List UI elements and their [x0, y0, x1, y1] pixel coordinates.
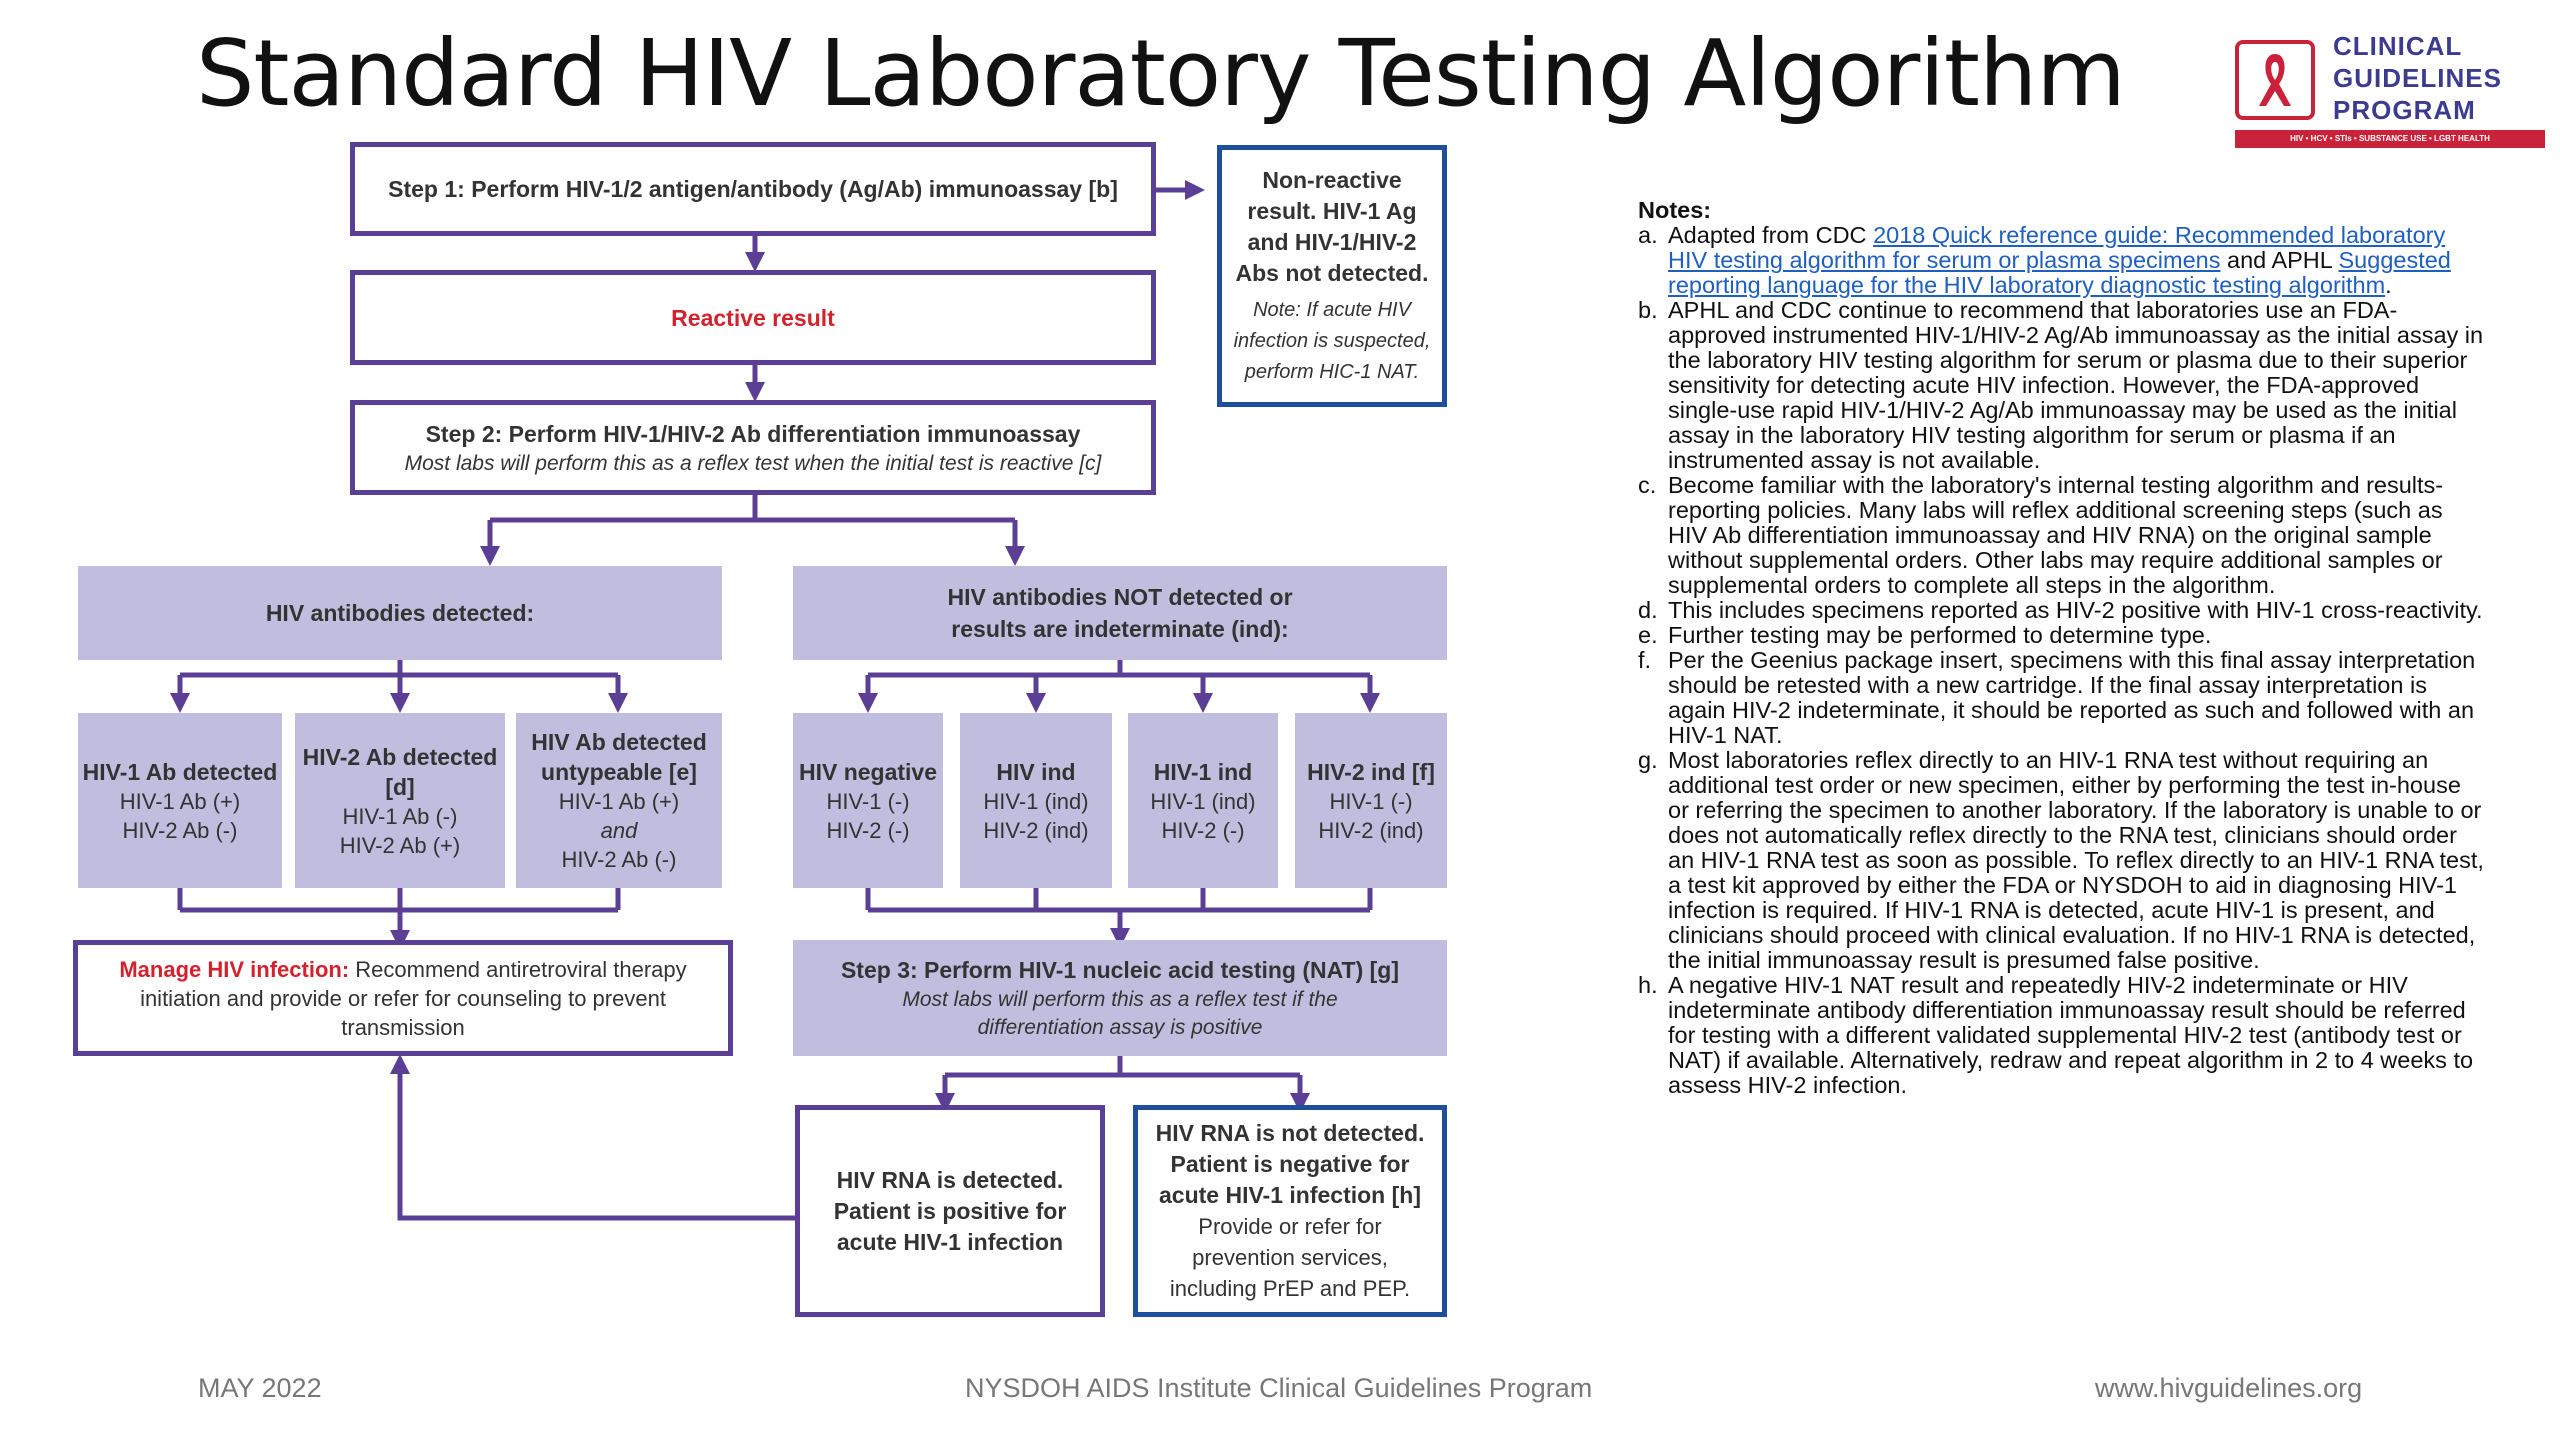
footer-program: NYSDOH AIDS Institute Clinical Guidelines Program — [965, 1373, 1593, 1403]
rna-not-detected-box: HIV RNA is not detected. Patient is negative for acute HIV-1 infection [h] Provide or refer for prevention services, including PrEP and PEP. — [1133, 1105, 1447, 1317]
note-d: d. This includes specimens reported as HIV-2 positive with HIV-1 cross-reactivity. — [1638, 597, 2483, 623]
logo-tagline: HIV • HCV • STIs • SUBSTANCE USE • LGBT HEALTH — [2235, 130, 2545, 148]
note-a: a. Adapted from CDC 2018 Quick reference guide: Recommended laboratory HIV testing algorithm for serum or plasma specimens and APHL Suggested reporting language for the HIV laboratory diagnostic testing algorithm. — [1638, 222, 2451, 298]
cell-hiv-negative: HIV negative HIV-1 (-) HIV-2 (-) — [793, 713, 943, 888]
cell-hiv1-ab-detected: HIV-1 Ab detected HIV-1 Ab (+) HIV-2 Ab (-) — [78, 713, 282, 888]
step1-box — [350, 142, 1156, 236]
cell-hiv-ind: HIV ind HIV-1 (ind) HIV-2 (ind) — [960, 713, 1112, 888]
cell-hiv2-ab-detected: HIV-2 Ab detected [d] HIV-1 Ab (-) HIV-2 Ab (+) — [295, 713, 505, 888]
note-f: f. Per the Geenius package insert, specimens with this final assay interpretation should be retested with a new cartridge. If the final assay interpretation is again HIV-2 indeterminate, it should be reported as such and followed with an HIV-1 NAT. — [1638, 647, 2476, 748]
cell-hiv-ab-untypeable: HIV Ab detected untypeable [e] HIV-1 Ab (+) and HIV-2 Ab (-) — [516, 713, 722, 888]
nonreactive-title: Non-reactive result. HIV-1 Ag and HIV-1/HIV-2 Abs not detected. — [1235, 166, 1429, 286]
rna-detected-box: HIV RNA is detected. Patient is positive for acute HIV-1 infection — [795, 1105, 1105, 1317]
notes-list — [1638, 223, 2488, 1098]
notes-panel — [1638, 198, 2488, 1098]
nonreactive-box — [1217, 145, 1447, 407]
notes-heading: Notes: — [1638, 197, 1712, 223]
step2-title: Step 2: Perform HIV-1/HIV-2 Ab differentiation immunoassay — [425, 420, 1081, 447]
step1-label: Step 1: Perform HIV-1/2 antigen/antibody (Ag/Ab) immunoassay [b] — [388, 176, 1118, 202]
step2-sub: Most labs will perform this as a reflex test when the initial test is reactive [c] — [404, 451, 1102, 475]
manage-hiv-box — [73, 940, 733, 1056]
note-h: h. A negative HIV-1 NAT result and repeatedly HIV-2 indeterminate or HIV indeterminate antibody differentiation immunoassay result should be referred for testing with a different validated supplemental HIV-2 test (antibody test or NAT) if available. Alternatively, redraw and repeat algorithm in 2 to 4 weeks to assess HIV-2 infection. — [1638, 972, 2474, 1098]
step3-sub: Most labs will perform this as a reflex test if the differentiation assay is positive — [902, 988, 1338, 1039]
aphl-language-link[interactable]: Suggested reporting language for the HIV laboratory diagnostic testing algorithm — [1668, 247, 2451, 298]
cell-hiv1-ind: HIV-1 ind HIV-1 (ind) HIV-2 (-) — [1128, 713, 1278, 888]
note-c: c. Become familiar with the laboratory's internal testing algorithm and results-reporting policies. Many labs will reflex additional screening steps (such as HIV Ab differentiation immunoassay and HIV RNA) on the original sample without supplemental orders. Other labs may require additional samples or supplemental orders to complete all steps in the algorithm. — [1638, 472, 2444, 598]
page-title: Standard HIV Laboratory Testing Algorithm — [196, 20, 2125, 127]
step2-box — [350, 400, 1156, 495]
reactive-box — [350, 270, 1156, 365]
reactive-label: Reactive result — [671, 304, 835, 331]
note-g: g. Most laboratories reflex directly to an HIV-1 RNA test without requiring an additional test order or new specimen, either by performing the test in-house or referring the specimen to another laboratory. If the laboratory is unable to or does not automatically reflex directly to the RNA test, clinicians should order an HIV-1 RNA test as soon as possible. To reflex directly to an HIV-1 RNA test, a test kit approved by either the FDA or NYSDOH to aid in diagnosing HIV-1 infection is required. If HIV-1 RNA is detected, acute HIV-1 is present, and clinicians should proceed with clinical evaluation. If no HIV-1 RNA is detected, the initial immunoassay result is presumed false positive. — [1638, 747, 2484, 973]
step3-box — [793, 940, 1447, 1056]
note-b: b. APHL and CDC continue to recommend that laboratories use an FDA-approved instrumented HIV-1/HIV-2 Ag/Ab immunoassay as the initial assay in the laboratory HIV testing algorithm for serum or plasma due to their superior sensitivity for detecting acute HIV infection. However, the FDA-approved single-use rapid HIV-1/HIV-2 Ag/Ab immunoassay may be used as the initial assay in the laboratory HIV testing algorithm for serum or plasma if an instrumented assay is not available. — [1638, 297, 2484, 473]
nonreactive-note: Note: If acute HIV infection is suspected, perform HIC-1 NAT. — [1233, 298, 1431, 383]
antibodies-not-detected-header: HIV antibodies NOT detected or results are indeterminate (ind): — [793, 566, 1447, 660]
footer-url[interactable]: www.hivguidelines.org — [2095, 1373, 2363, 1403]
manage-lead: Manage HIV infection: — [119, 956, 350, 982]
cdc-guide-link[interactable]: 2018 Quick reference guide: Recommended laboratory HIV testing algorithm for serum or plasma specimens — [1668, 222, 2446, 273]
antibodies-detected-header: HIV antibodies detected: — [78, 566, 722, 660]
footer-date: MAY 2022 — [198, 1373, 322, 1403]
step3-title: Step 3: Perform HIV-1 nucleic acid testing (NAT) [g] — [840, 957, 1400, 983]
logo-text: CLINICAL GUIDELINES PROGRAM — [2333, 31, 2502, 125]
manage-text: Recommend antiretroviral therapy initiation and provide or refer for counseling to prevent transmission — [140, 956, 687, 1040]
note-e: e. Further testing may be performed to determine type. — [1638, 622, 2212, 648]
cell-hiv2-ind: HIV-2 ind [f] HIV-1 (-) HIV-2 (ind) — [1295, 713, 1447, 888]
